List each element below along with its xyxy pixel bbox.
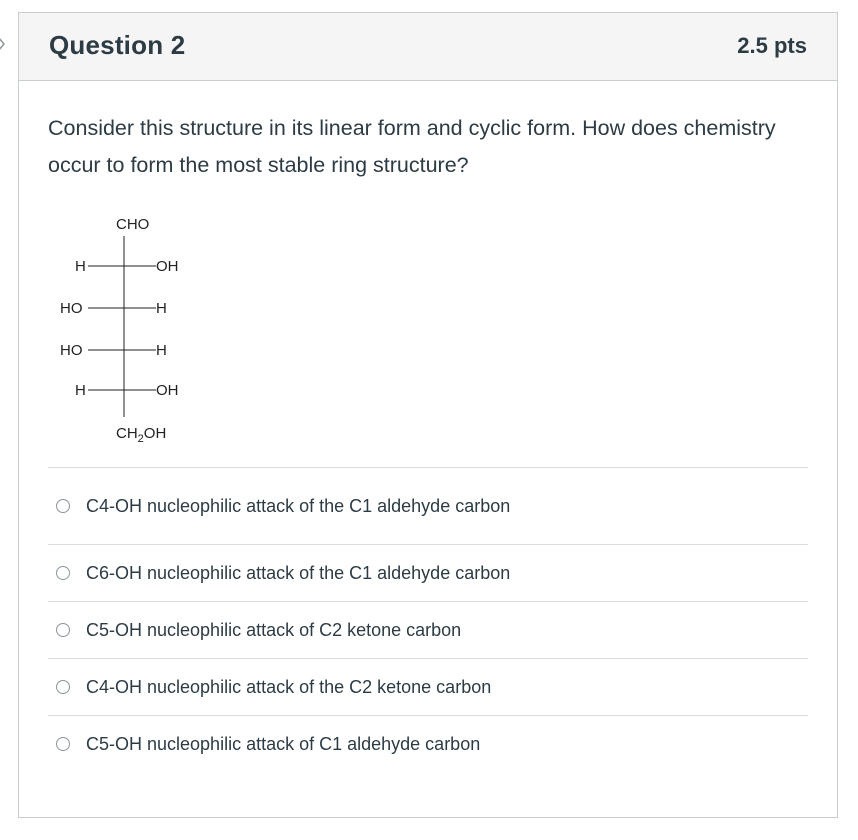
- question-points: 2.5 pts: [737, 33, 807, 58]
- answer-option-4[interactable]: [48, 658, 808, 715]
- answer-label-3: C5-OH nucleophilic attack of C2 ketone carbon: [86, 620, 462, 640]
- radio-button-2[interactable]: [56, 566, 70, 580]
- top-group-label: CHO: [116, 216, 150, 233]
- row2-right: H: [156, 300, 167, 317]
- bottom-group-label: $CH_2OH$: [116, 425, 167, 445]
- answer-label-5: C5-OH nucleophilic attack of C1 aldehyde carbon: [86, 734, 481, 754]
- row1-left: H: [75, 258, 86, 275]
- row1-right: OH: [156, 258, 179, 275]
- question-text: Consider this structure in its linear form and cyclic form. How does chemistry occur to form the most stable ring structure?: [48, 116, 776, 177]
- row2-left: HO: [60, 300, 83, 317]
- row3-right: H: [156, 342, 167, 359]
- answer-label-1: C4-OH nucleophilic attack of the C1 aldehyde carbon: [86, 496, 511, 516]
- answer-option-5[interactable]: [48, 715, 808, 772]
- row3-left: HO: [60, 342, 83, 359]
- radio-button-4[interactable]: [56, 680, 70, 694]
- radio-button-1[interactable]: [56, 499, 70, 513]
- answer-option-1[interactable]: [48, 467, 808, 544]
- radio-button-3[interactable]: [56, 623, 70, 637]
- answer-label-4: C4-OH nucleophilic attack of the C2 ketone carbon: [86, 677, 492, 697]
- fischer-projection: [48, 198, 208, 448]
- row4-left: H: [75, 382, 86, 399]
- answer-option-3[interactable]: [48, 601, 808, 658]
- question-title: Question 2: [49, 30, 186, 60]
- radio-button-5[interactable]: [56, 737, 70, 751]
- answer-list: [48, 467, 808, 772]
- collapse-chevron-icon[interactable]: [0, 34, 6, 54]
- row4-right: OH: [156, 382, 179, 399]
- answer-label-2: C6-OH nucleophilic attack of the C1 aldehyde carbon: [86, 563, 511, 583]
- question-header: [19, 13, 837, 81]
- answer-option-2[interactable]: [48, 544, 808, 601]
